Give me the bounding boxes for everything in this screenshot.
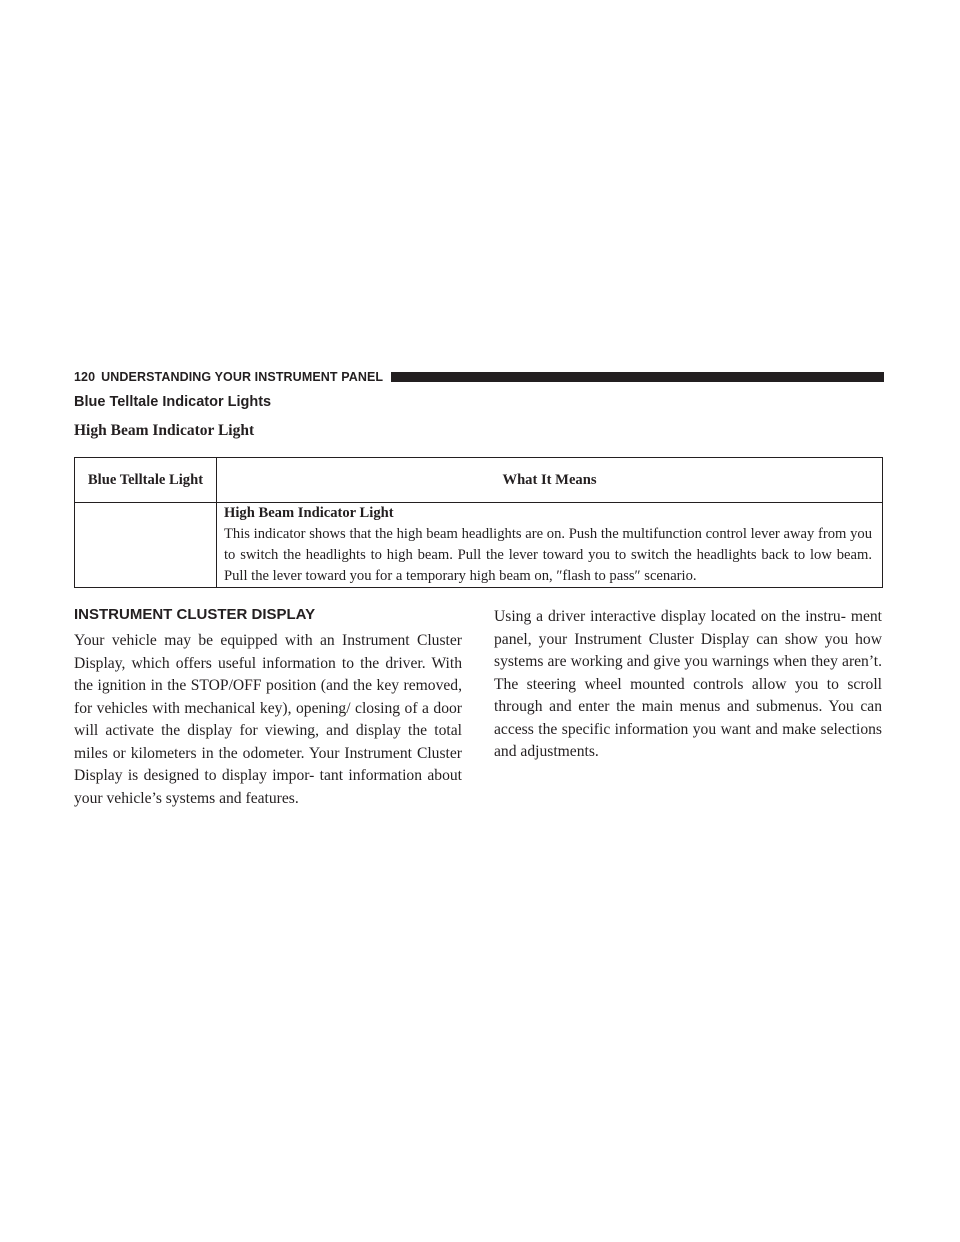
table-row	[75, 503, 883, 588]
column-header-telltale: Blue Telltale Light	[75, 458, 217, 503]
section-heading: Blue Telltale Indicator Lights	[74, 394, 272, 410]
cluster-paragraph-right: Using a driver interactive display located on the instru- ment panel, your Instrument Cluster Display can show you how systems are working and give you warnings when they aren’t. The steering wheel mounted controls allow you to scroll through and enter the main menus and submenus. You can access the specific information you want and make selections and adjustments.	[494, 608, 882, 760]
cluster-paragraph-left: Your vehicle may be equipped with an Instrument Cluster Display, which offers useful information to the driver. With the ignition in the STOP/OFF position (and the key removed, for vehicles with mechanical key), opening/ closing of a door will activate the display for viewing, and display the total miles or kilometers in the odometer. Your Instrument Cluster Display is designed to display impor- tant information about your vehicle’s systems and features.	[74, 632, 462, 807]
header-rule	[391, 372, 884, 382]
page-header	[74, 369, 884, 385]
row-title: High Beam Indicator Light	[224, 505, 394, 521]
telltale-table	[74, 457, 883, 588]
section-title: UNDERSTANDING YOUR INSTRUMENT PANEL	[101, 370, 384, 384]
column-header-meaning: What It Means	[217, 458, 883, 503]
row-description: This indicator shows that the high beam headlights are on. Push the multifunction control lever away from you to switch the headlights to high beam. Pull the lever toward you to switch the headlights back to low beam. Pull the lever toward you for a temporary high beam on, ″flash to pass″ scenario.	[224, 526, 872, 584]
cluster-heading: INSTRUMENT CLUSTER DISPLAY	[74, 606, 316, 623]
table-header-row	[75, 458, 883, 503]
meaning-cell	[217, 503, 883, 588]
telltale-cell	[75, 503, 217, 588]
page-number: 120	[74, 370, 96, 384]
subheading: High Beam Indicator Light	[74, 422, 255, 439]
